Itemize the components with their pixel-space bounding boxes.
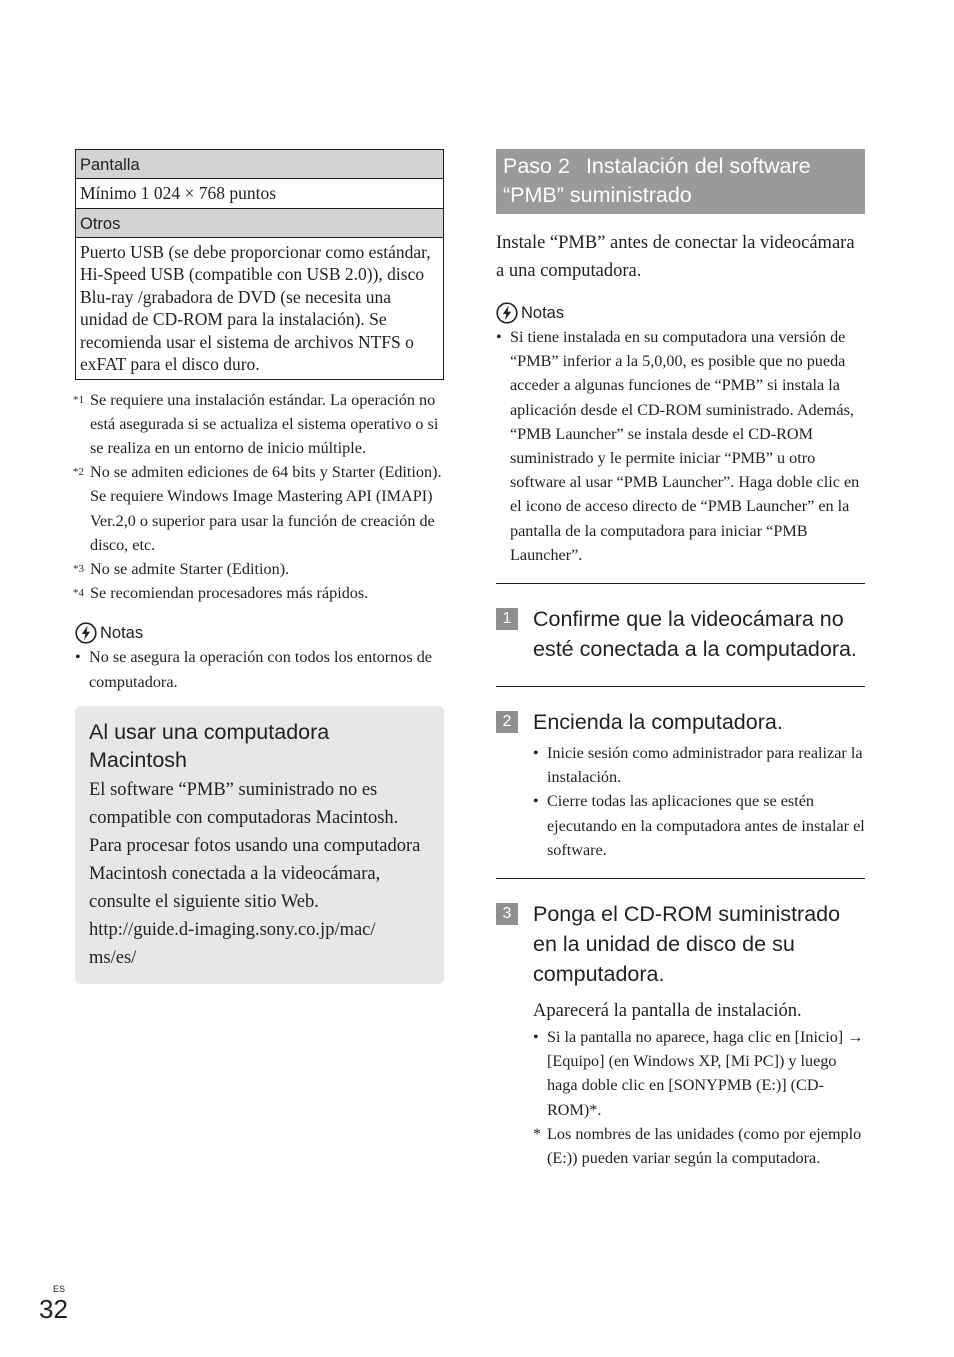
mac-title-line: Al usar una computadora	[89, 719, 330, 744]
step-2-body	[496, 741, 865, 862]
step-number-2: 2	[496, 711, 518, 733]
page-language: ES	[53, 1284, 66, 1294]
step-banner-title: “PMB” suministrado	[503, 183, 692, 207]
step-bullet-text: [Equipo] (en Windows XP, [Mi PC]) y luego haga doble clic en [SONYPMB (E:)] (CD-ROM)*.	[547, 1052, 837, 1119]
intro-text: Instale “PMB” antes de conectar la videocámara a una computadora.	[496, 233, 855, 281]
step-3-result: Aparecerá la pantalla de instalación.	[533, 1001, 802, 1022]
note-item: • Si tiene instalada en su computadora una versión de “PMB” inferior a la 5,0,00, es posible que no pueda acceder a algunas funciones de “PMB” si instala la aplicación desde el CD-ROM suministrado. Además, “PMB Launcher” se instala desde el CD-ROM suministrado y le permite iniciar “PMB” u otro software al usar “PMB Launcher”. Haga doble clic en el icono de acceso directo de “PMB Launcher” en la pantalla de la computadora para iniciar “PMB Launcher”.	[496, 325, 865, 567]
left-notes	[75, 621, 444, 693]
step-2-heading	[496, 707, 865, 737]
mac-title-line: Macintosh	[89, 747, 187, 772]
step-title-line: esté conectada a la computadora.	[533, 637, 857, 662]
step-3-body	[496, 997, 865, 1170]
step-2	[496, 686, 865, 862]
footnote-text: No se admiten ediciones de 64 bits y Starter (Edition). Se requiere Windows Image Mastering API (IMAPI) Ver.2,0 o superior para usar la función de creación de disco, etc.	[90, 463, 442, 554]
footnote	[75, 388, 444, 461]
step-title-line: en la unidad de disco de su	[533, 932, 795, 957]
step-title-line: computadora.	[533, 962, 665, 987]
asterisk-note-text: Los nombres de las unidades (como por ejemplo (E:)) pueden variar según la computadora.	[547, 1124, 862, 1168]
step-banner	[496, 149, 865, 214]
step-2-bullets	[533, 741, 865, 862]
footnote-text: No se admite Starter (Edition).	[90, 559, 290, 578]
left-column	[75, 149, 444, 984]
mac-box-title	[89, 718, 429, 774]
step-banner-label: Paso 2	[503, 154, 570, 178]
asterisk-mark: *	[533, 1124, 542, 1143]
step-bullet	[533, 1025, 865, 1122]
note-lightning-icon	[496, 302, 518, 324]
footnote	[75, 581, 444, 605]
step-1	[496, 583, 865, 664]
notes-title: Notas	[521, 303, 565, 322]
footnote	[75, 557, 444, 581]
asterisk-note	[533, 1122, 865, 1170]
spec-header-pantalla: Pantalla	[76, 150, 444, 179]
step-banner-title: Instalación del software	[585, 154, 811, 178]
note-lightning-icon	[75, 622, 97, 644]
step-3-title	[533, 899, 840, 989]
mac-url-line: ms/es/	[89, 947, 137, 968]
notes-list	[75, 645, 444, 693]
step-3	[496, 878, 865, 1170]
step-bullet: • Cierre todas las aplicaciones que se estén ejecutando en la computadora antes de instalar el software.	[533, 789, 865, 862]
right-notes	[496, 301, 865, 567]
step-number-3: 3	[496, 903, 518, 925]
footnote-mark: *2	[73, 466, 84, 479]
spec-value-otros: Puerto USB (se debe proporcionar como estándar, Hi-Speed USB (compatible con USB 2.0)), disco Blu-ray /grabadora de DVD (se necesita una unidad de CD-ROM para la instalación). Se recomienda usar el sistema de archivos NTFS o exFAT para el disco duro.	[76, 237, 444, 379]
mac-url-line: http://guide.d-imaging.sony.co.jp/mac/	[89, 919, 376, 940]
step-3-heading	[496, 899, 865, 989]
step-number-1: 1	[496, 608, 518, 630]
footnote	[75, 460, 444, 557]
notes-heading	[75, 621, 444, 645]
arrow-right-icon: →	[847, 1028, 864, 1047]
footnote-text: Se recomiendan procesadores más rápidos.	[90, 584, 369, 603]
note-item: • No se asegura la operación con todos los entornos de computadora.	[75, 645, 444, 693]
step-title-line: Confirme que la videocámara no	[533, 607, 844, 632]
step-1-title	[533, 604, 857, 664]
spec-value-pantalla: Mínimo 1 024 × 768 puntos	[76, 179, 444, 209]
specs-table	[75, 149, 444, 380]
footnote-mark: *4	[73, 587, 84, 600]
page-number: 32	[39, 1294, 68, 1324]
step-bullet: • Inicie sesión como administrador para realizar la instalación.	[533, 741, 865, 789]
notes-title: Notas	[100, 623, 144, 642]
notes-list	[496, 325, 865, 567]
step-bullet-text: Si la pantalla no aparece, haga clic en [Inicio]	[547, 1028, 844, 1047]
spec-header-otros: Otros	[76, 208, 444, 237]
footnote-list	[75, 388, 444, 606]
footnote-mark: *3	[73, 562, 84, 575]
mac-url-link[interactable]	[89, 916, 429, 972]
step-title-line: Ponga el CD-ROM suministrado	[533, 902, 841, 927]
right-column	[496, 149, 865, 1170]
notes-heading	[496, 301, 865, 325]
step-1-heading	[496, 604, 865, 664]
macintosh-box	[75, 706, 444, 984]
mac-box-body: El software “PMB” suministrado no es compatible con computadoras Macintosh. Para procesar fotos usando una computadora Macintosh conectada a la videocámara, consulte el siguiente sitio Web.	[89, 779, 421, 912]
step-3-bullets	[533, 1025, 865, 1122]
footnote-mark: *1	[73, 393, 84, 406]
step-2-title: Encienda la computadora.	[533, 710, 783, 735]
footnote-text: Se requiere una instalación estándar. La operación no está asegurada si se actualiza el sistema operativo o si se realiza en un entorno de inicio múltiple.	[90, 390, 439, 457]
